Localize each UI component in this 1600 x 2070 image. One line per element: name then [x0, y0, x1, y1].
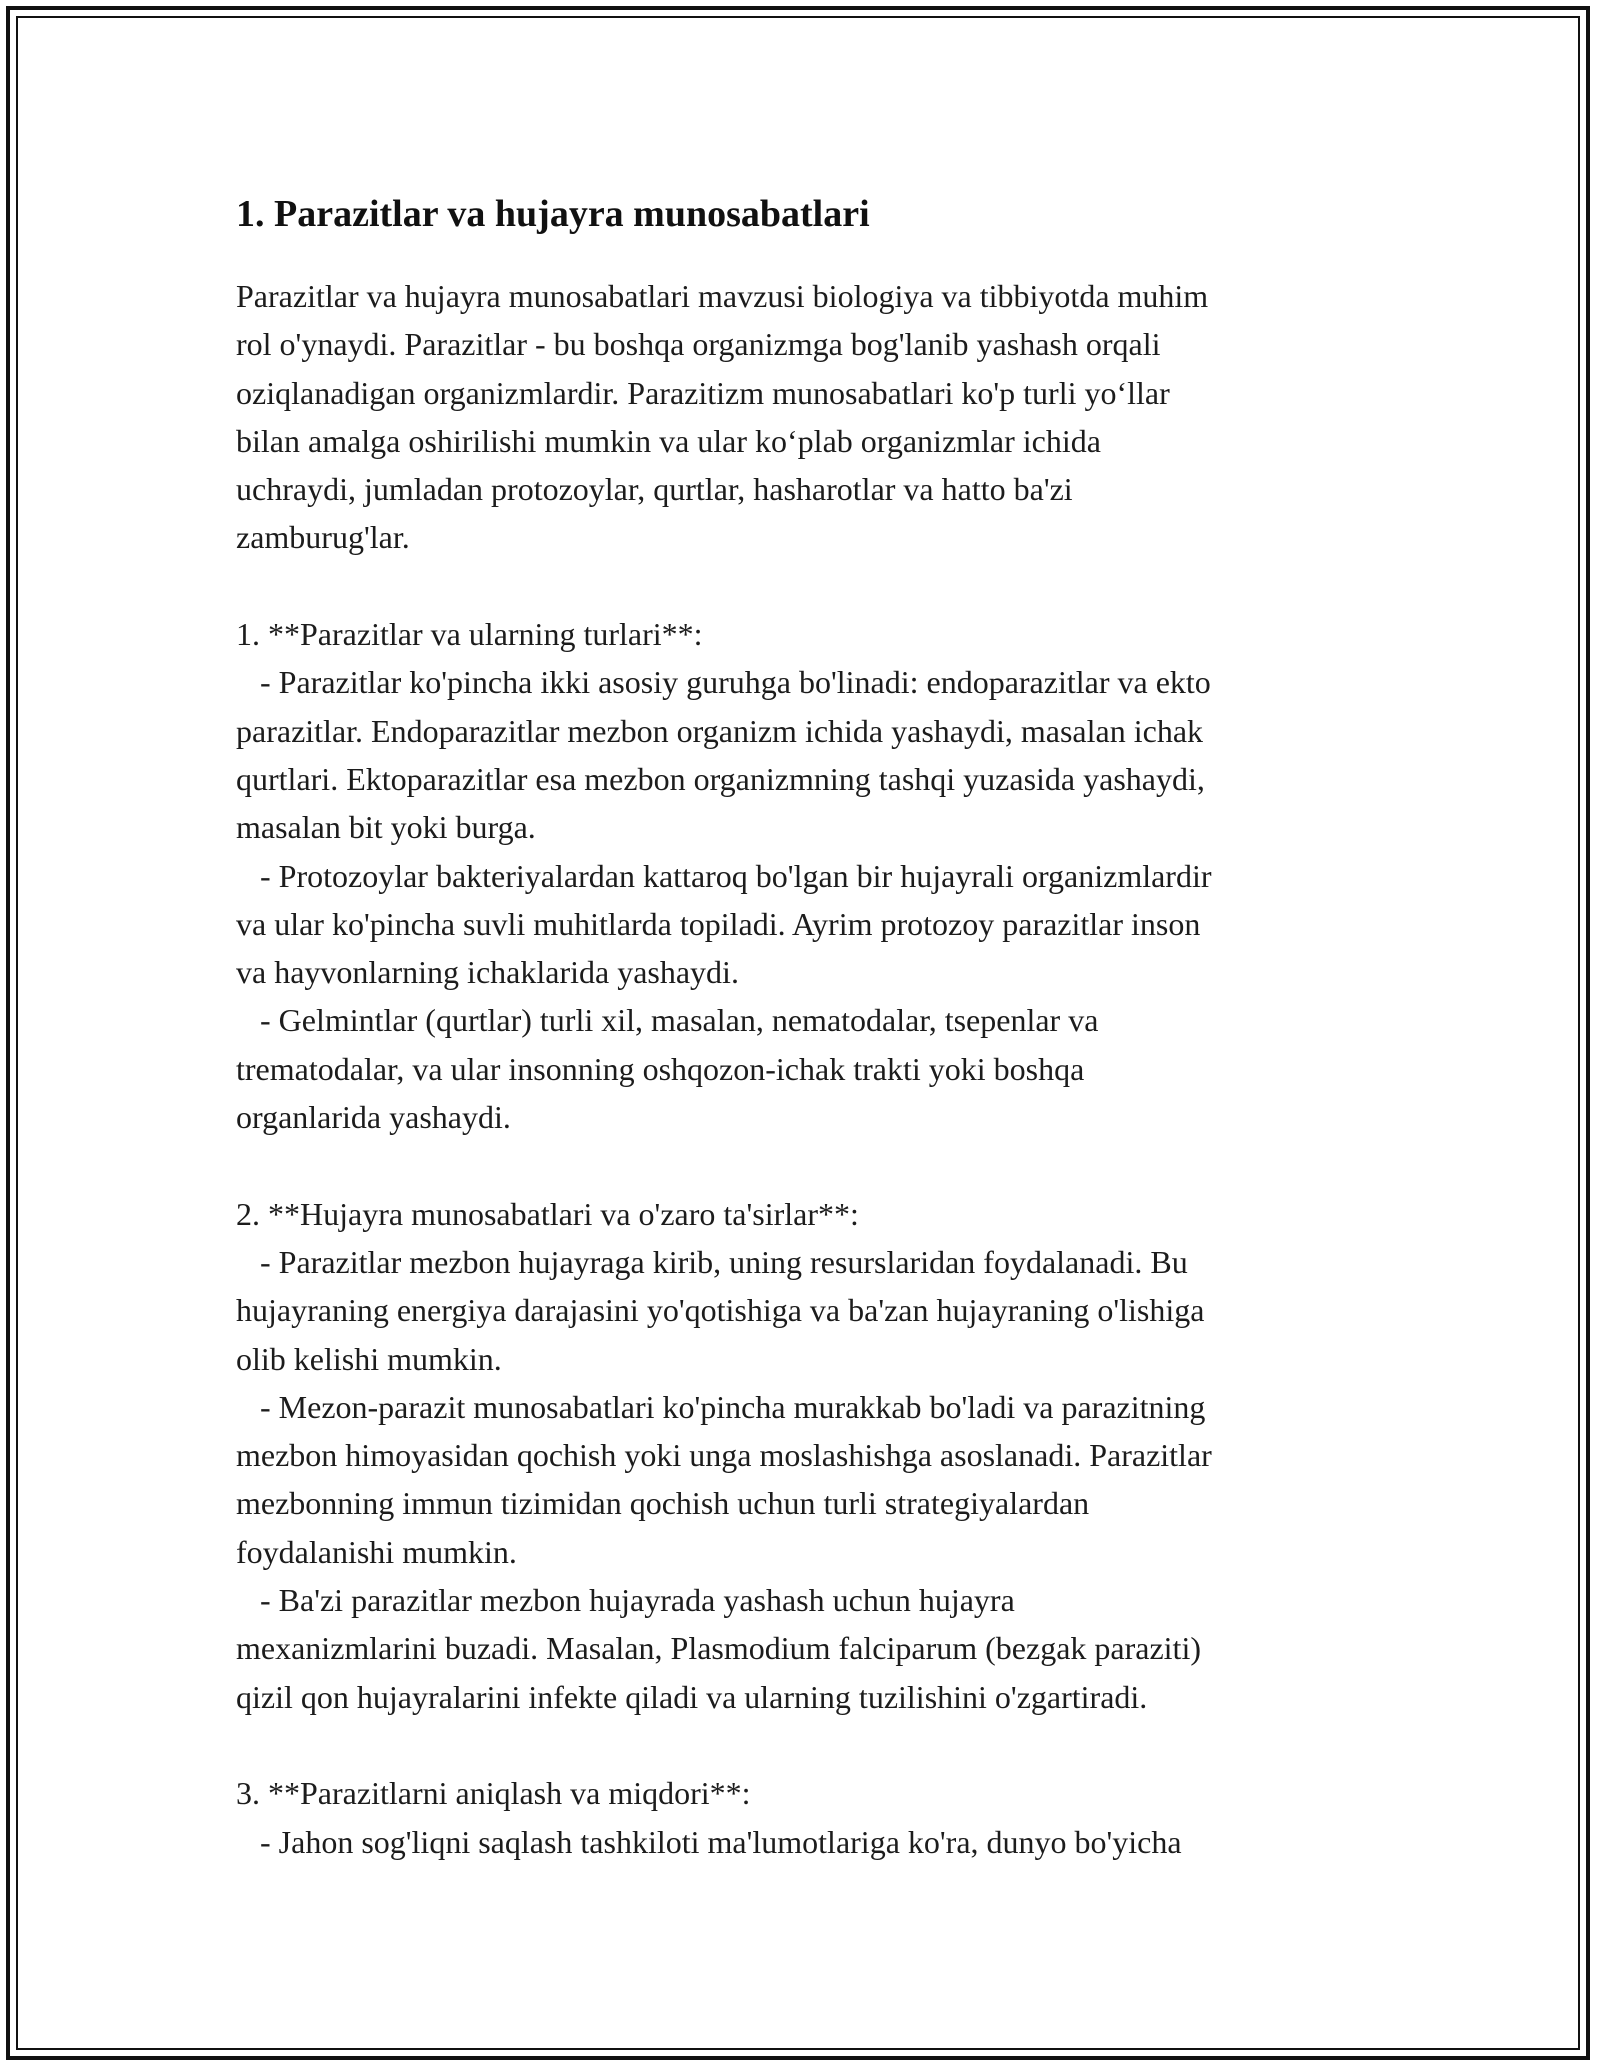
- text-line: va hayvonlarning ichaklarida yashaydi.: [236, 954, 739, 991]
- text-line: zamburug'lar.: [236, 519, 410, 556]
- blank-line: [236, 1141, 1376, 1189]
- text-line: organlarida yashaydi.: [236, 1099, 511, 1136]
- document-body: [236, 272, 1376, 1866]
- text-line: trematodalar, va ular insonning oshqozon-ichak trakti yoki boshqa: [236, 1050, 1085, 1087]
- text-line: bilan amalga oshirilishi mumkin va ular ko‘plab organizmlar ichida: [236, 422, 1101, 459]
- text-line: hujayraning energiya darajasini yo'qotishiga va ba'zan hujayraning o'lishiga: [236, 1292, 1205, 1329]
- text-line: 3. **Parazitlarni aniqlash va miqdori**:: [236, 1775, 751, 1812]
- text-line: qurtlari. Ektoparazitlar esa mezbon organizmning tashqi yuzasida yashaydi,: [236, 760, 1205, 797]
- text-line: foydalanishi mumkin.: [236, 1533, 517, 1570]
- text-line: - Parazitlar ko'pincha ikki asosiy guruhga bo'linadi: endoparazitlar va ekto: [236, 664, 1211, 701]
- text-line: uchraydi, jumladan protozoylar, qurtlar, hasharotlar va hatto ba'zi: [236, 471, 1073, 508]
- text-line: mezbon himoyasidan qochish yoki unga moslashishga asoslanadi. Parazitlar: [236, 1437, 1212, 1474]
- text-line: va ular ko'pincha suvli muhitlarda topiladi. Ayrim protozoy parazitlar inson: [236, 905, 1201, 942]
- section-heading: 1. Parazitlar va hujayra munosabatlari: [236, 193, 870, 235]
- text-line: olib kelishi mumkin.: [236, 1340, 502, 1377]
- text-line: parazitlar. Endoparazitlar mezbon organizm ichida yashaydi, masalan ichak: [236, 712, 1204, 749]
- text-line: Parazitlar va hujayra munosabatlari mavzusi biologiya va tibbiyotda muhim: [236, 278, 1209, 314]
- text-line: - Protozoylar bakteriyalardan kattaroq bo'lgan bir hujayrali organizmlardir: [236, 857, 1212, 894]
- blank-line: [236, 562, 1376, 610]
- text-line: - Mezon-parazit munosabatlari ko'pincha murakkab bo'ladi va parazitning: [236, 1388, 1206, 1425]
- text-line: oziqlanadigan organizmlardir. Parazitizm munosabatlari ko'p turli yo‘llar: [236, 374, 1170, 411]
- document-page: [236, 186, 1376, 1866]
- text-line: qizil qon hujayralarini infekte qiladi va ularning tuzilishini o'zgartiradi.: [236, 1678, 1148, 1715]
- text-line: - Parazitlar mezbon hujayraga kirib, uning resurslaridan foydalanadi. Bu: [236, 1243, 1188, 1280]
- text-line: - Jahon sog'liqni saqlash tashkiloti ma'lumotlariga ko'ra, dunyo bo'yicha: [236, 1823, 1182, 1860]
- text-line: rol o'ynaydi. Parazitlar - bu boshqa organizmga bog'lanib yashash orqali: [236, 326, 1161, 363]
- text-line: 1. **Parazitlar va ularning turlari**:: [236, 616, 703, 653]
- text-line: 2. **Hujayra munosabatlari va o'zaro ta'sirlar**:: [236, 1195, 859, 1232]
- blank-line: [236, 1721, 1376, 1769]
- text-line: masalan bit yoki burga.: [236, 809, 536, 846]
- text-line: - Ba'zi parazitlar mezbon hujayrada yashash uchun hujayra: [236, 1582, 1015, 1619]
- text-line: mezbonning immun tizimidan qochish uchun turli strategiyalardan: [236, 1485, 1090, 1522]
- text-line: mexanizmlarini buzadi. Masalan, Plasmodium falciparum (bezgak paraziti): [236, 1630, 1201, 1667]
- text-line: - Gelmintlar (qurtlar) turli xil, masalan, nematodalar, tsepenlar va: [236, 1002, 1099, 1039]
